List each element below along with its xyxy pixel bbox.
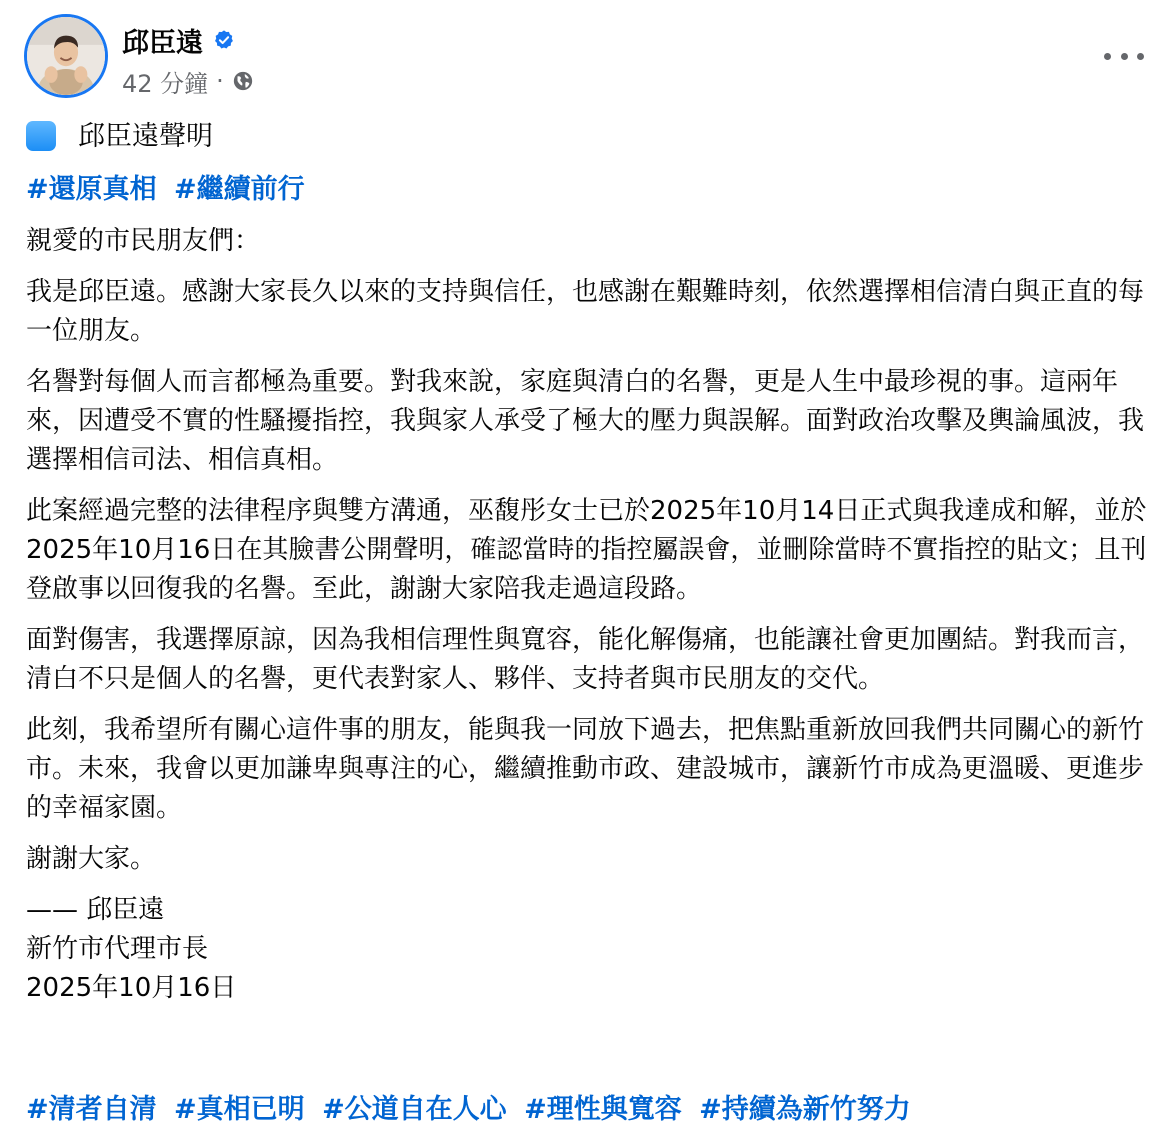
blue-square-icon: [26, 121, 56, 151]
paragraph: 此刻，我希望所有關心這件事的朋友，能與我一同放下過去，把焦點重新放回我們共同關心的新竹市。未來，我會以更加謙卑與專注的心，繼續推動市政、建設城市，讓新竹市成為更溫暖、更進步的幸福家園。: [26, 715, 1145, 823]
more-dot: [1104, 53, 1111, 60]
signature-date: 2025年10月16日: [26, 973, 237, 1003]
post-header: [24, 14, 1150, 104]
paragraph: 面對傷害，我選擇原諒，因為我相信理性與寬容，能化解傷痛，也能讓社會更加團結。對我而言，清白不只是個人的名譽，更代表對家人、夥伴、支持者與市民朋友的交代。: [26, 625, 1145, 694]
post-title-row: [26, 112, 1154, 160]
top-hashtags: [26, 168, 1154, 212]
hashtag-link[interactable]: #公道自在人心: [322, 1094, 507, 1125]
paragraph: 此案經過完整的法律程序與雙方溝通，巫馥彤女士已於2025年10月14日正式與我達成和解，並於2025年10月16日在其臉書公開聲明，確認當時的指控屬誤會，並刪除當時不實指控的貼文；且刊登啟事以回復我的名譽。至此，謝謝大家陪我走過這段路。: [26, 496, 1147, 604]
hashtag-link[interactable]: #還原真相: [26, 174, 157, 205]
avatar[interactable]: [24, 14, 108, 98]
author-row: [122, 22, 235, 58]
paragraph: 名譽對每個人而言都極為重要。對我來說，家庭與清白的名譽，更是人生中最珍視的事。這兩年來，因遭受不實的性騷擾指控，我與家人承受了極大的壓力與誤解。面對政治攻擊及輿論風波，我選擇相信司法、相信真相。: [26, 367, 1145, 475]
more-dot: [1121, 53, 1128, 60]
post-timestamp[interactable]: 42 分鐘: [122, 69, 209, 98]
avatar-photo: [27, 17, 105, 95]
hashtag-link[interactable]: #持續為新竹努力: [699, 1094, 911, 1125]
meta-separator: ·: [216, 67, 224, 95]
post-title: 邱臣遠聲明: [78, 120, 213, 152]
bottom-hashtags: [26, 1090, 919, 1130]
greeting: 親愛的市民朋友們：: [26, 226, 261, 256]
signature-name: —— 邱臣遠: [26, 895, 165, 925]
signature-role: 新竹市代理市長: [26, 934, 209, 964]
globe-icon[interactable]: [232, 70, 254, 92]
post-body: [26, 112, 1154, 1008]
hashtag-link[interactable]: #繼續前行: [174, 174, 305, 205]
signature-block: [26, 891, 1154, 1008]
paragraph: 謝謝大家。: [26, 844, 157, 874]
hashtag-link[interactable]: #真相已明: [174, 1094, 305, 1125]
more-dot: [1137, 53, 1144, 60]
author-name[interactable]: 邱臣遠: [122, 27, 203, 59]
more-options-icon[interactable]: [1104, 44, 1144, 68]
post-meta: [122, 66, 254, 96]
verified-badge-icon: [213, 29, 235, 51]
hashtag-link[interactable]: #清者自清: [26, 1094, 157, 1125]
hashtag-link[interactable]: #理性與寬容: [524, 1094, 682, 1125]
paragraph: 我是邱臣遠。感謝大家長久以來的支持與信任，也感謝在艱難時刻，依然選擇相信清白與正直的每一位朋友。: [26, 277, 1145, 346]
